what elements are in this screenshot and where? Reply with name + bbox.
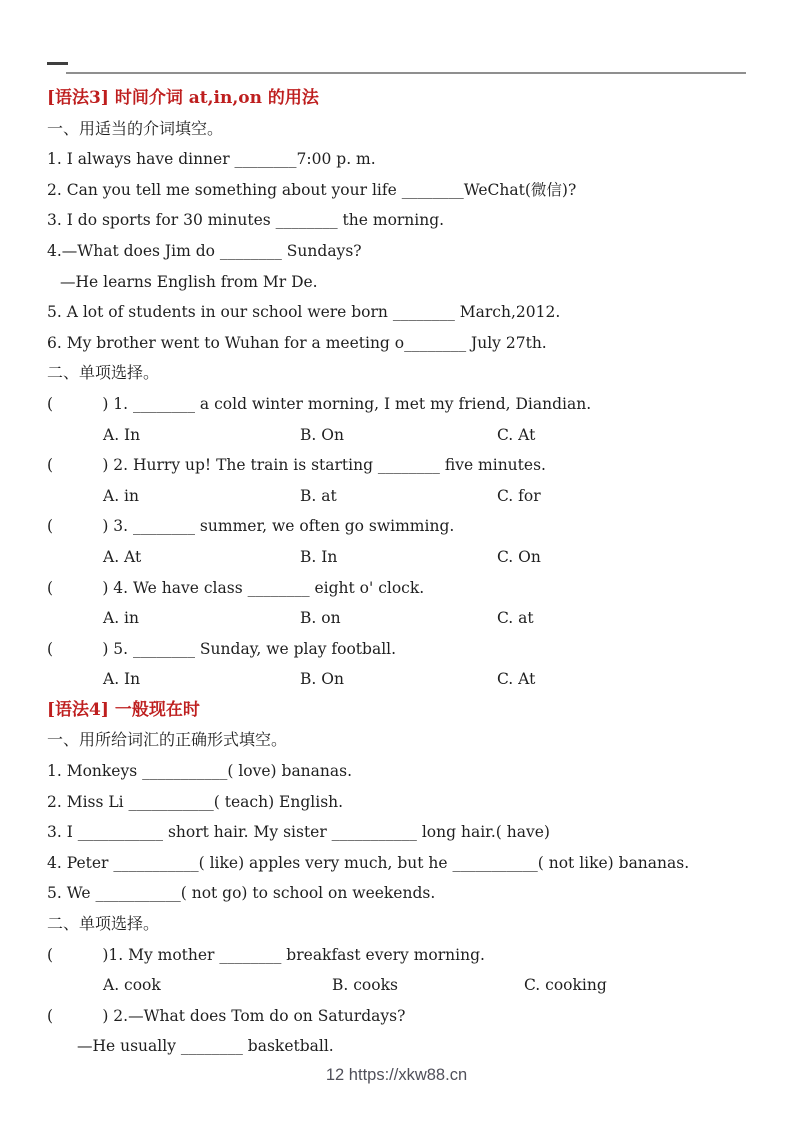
mcq-option: A. At — [103, 547, 142, 566]
mcq-options-row — [47, 481, 759, 512]
fill-item: 4.—What does Jim do ________ Sundays? — [47, 241, 362, 260]
mcq-option: B. on — [300, 609, 341, 628]
footer-page-info: 12 https://xkw88.cn — [325, 1066, 468, 1084]
mcq-question-followup: —He usually ________ basketball. — [77, 1037, 334, 1056]
mcq-option: C. On — [497, 547, 541, 566]
section3-title: [语法3] 时间介词 at,in,on 的用法 — [47, 88, 319, 108]
mcq-option: C. at — [497, 609, 534, 628]
mcq-options-row — [47, 542, 759, 573]
section3-part2-heading: 二、单项选择。 — [47, 363, 160, 383]
top-horizontal-rule — [66, 72, 746, 74]
mcq-option: B. cooks — [332, 976, 398, 995]
mcq-options-row — [47, 603, 759, 634]
fill-item: 2. Miss Li ___________( teach) English. — [47, 792, 344, 811]
mcq-question: ( ) 2. Hurry up! The train is starting ________ five minutes. — [47, 456, 546, 475]
fill-item: 4. Peter ___________( like) apples very much, but he ___________( not like) bananas. — [47, 853, 690, 872]
section4-part1-heading: 一、用所给词汇的正确形式填空。 — [47, 730, 288, 750]
fill-item: 1. Monkeys ___________( love) bananas. — [47, 762, 353, 781]
mcq-options-row — [47, 420, 759, 451]
mcq-option: C. for — [497, 486, 541, 505]
mcq-question: ( ) 3. ________ summer, we often go swimming. — [47, 517, 455, 536]
fill-item: 5. We ___________( not go) to school on weekends. — [47, 884, 436, 903]
mcq-question: ( ) 1. ________ a cold winter morning, I met my friend, Diandian. — [47, 394, 592, 413]
top-dash-rule — [47, 62, 68, 65]
fill-item: 3. I ___________ short hair. My sister ___________ long hair.( have) — [47, 823, 550, 842]
mcq-question: ( ) 4. We have class ________ eight o' clock. — [47, 578, 425, 597]
fill-item: 3. I do sports for 30 minutes ________ the morning. — [47, 211, 445, 230]
mcq-question: ( ) 2.—What does Tom do on Saturdays? — [47, 1006, 406, 1025]
mcq-question: ( )1. My mother ________ breakfast every morning. — [47, 945, 485, 964]
mcq-option: A. In — [103, 425, 141, 444]
section3-part1-heading: 一、用适当的介词填空。 — [47, 118, 224, 138]
section4-part2-heading: 二、单项选择。 — [47, 914, 160, 934]
mcq-option: A. in — [103, 486, 139, 505]
mcq-option: B. On — [300, 425, 344, 444]
mcq-option: C. At — [497, 670, 536, 689]
fill-item: 1. I always have dinner ________7:00 p. m. — [47, 150, 376, 169]
mcq-option: B. In — [300, 547, 338, 566]
fill-item: 5. A lot of students in our school were born ________ March,2012. — [47, 303, 561, 322]
mcq-option: A. In — [103, 670, 141, 689]
mcq-options-row — [47, 664, 759, 695]
fill-item: 6. My brother went to Wuhan for a meeting o________ July 27th. — [47, 333, 547, 352]
mcq-option: A. cook — [103, 976, 161, 995]
mcq-question: ( ) 5. ________ Sunday, we play football. — [47, 639, 397, 658]
mcq-option: A. in — [103, 609, 139, 628]
mcq-option: C. cooking — [524, 976, 607, 995]
section4-title: [语法4] 一般现在时 — [47, 699, 200, 720]
mcq-option: B. On — [300, 670, 344, 689]
fill-item: 2. Can you tell me something about your life ________WeChat(微信)? — [47, 180, 577, 199]
mcq-option: C. At — [497, 425, 536, 444]
fill-item-followup: —He learns English from Mr De. — [60, 272, 318, 291]
mcq-option: B. at — [300, 486, 337, 505]
worksheet-content — [47, 83, 759, 1062]
mcq-options-row — [47, 970, 759, 1001]
